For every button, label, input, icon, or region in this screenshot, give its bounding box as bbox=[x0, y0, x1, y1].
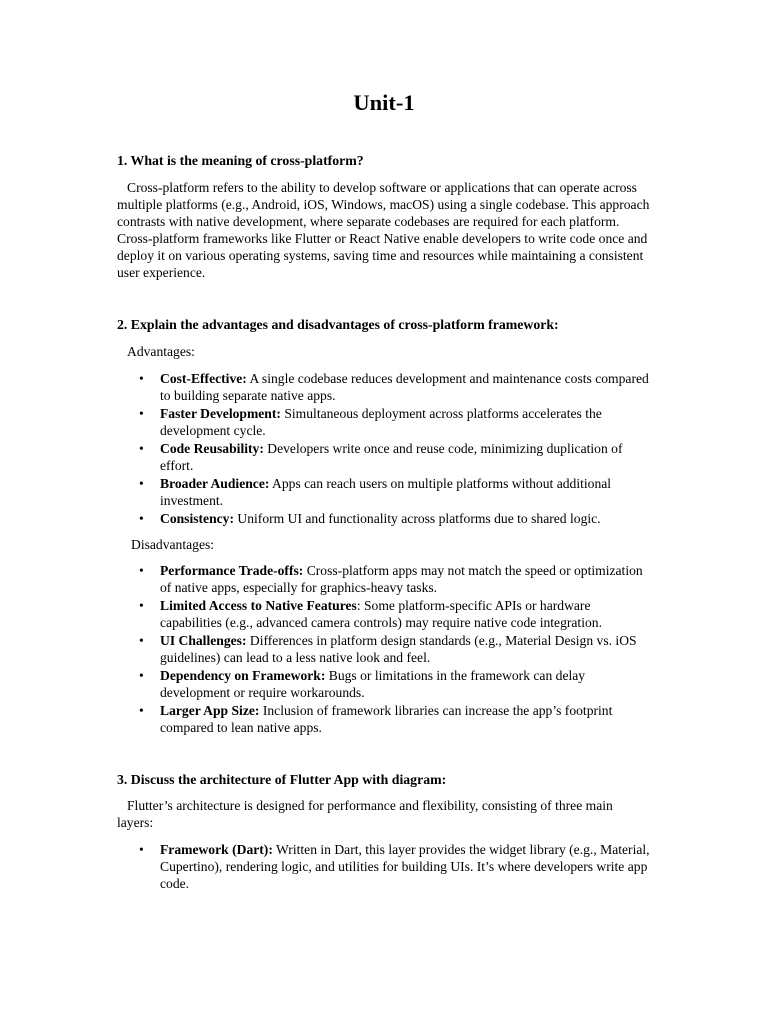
list-item bbox=[139, 562, 655, 596]
item-term: Code Reusability: bbox=[160, 441, 264, 456]
bullet-icon: • bbox=[139, 633, 144, 648]
item-text: : Some platform-specific APIs or hardware capabilities (e.g., advanced camera controls) may require native code integration. bbox=[160, 598, 602, 630]
item-text: Bugs or limitations in the framework can delay development or require workarounds. bbox=[160, 668, 586, 700]
item-term: Dependency on Framework: bbox=[160, 668, 326, 683]
item-term: Limited Access to Native Features bbox=[160, 598, 357, 613]
bullet-icon: • bbox=[139, 703, 144, 718]
q1-paragraph bbox=[117, 179, 652, 281]
list-item bbox=[139, 632, 655, 666]
q3-heading: 3. Discuss the architecture of Flutter App with diagram: bbox=[117, 772, 447, 787]
list-item bbox=[139, 667, 655, 701]
bullet-icon: • bbox=[139, 476, 144, 491]
bullet-icon: • bbox=[139, 371, 144, 386]
item-term: Larger App Size: bbox=[160, 703, 260, 718]
item-text: Uniform UI and functionality across platforms due to shared logic. bbox=[234, 511, 601, 526]
bullet-icon: • bbox=[139, 511, 144, 526]
advantages-list bbox=[139, 370, 655, 528]
architecture-list bbox=[139, 841, 655, 893]
item-term: Performance Trade-offs: bbox=[160, 563, 304, 578]
bullet-icon: • bbox=[139, 668, 144, 683]
q3-intro-paragraph bbox=[117, 797, 652, 831]
item-term: Cost-Effective: bbox=[160, 371, 247, 386]
item-term: Faster Development: bbox=[160, 406, 281, 421]
disadvantages-list bbox=[139, 562, 655, 737]
page-title: Unit-1 bbox=[353, 90, 415, 115]
item-term: UI Challenges: bbox=[160, 633, 247, 648]
bullet-icon: • bbox=[139, 563, 144, 578]
list-item bbox=[139, 370, 655, 404]
item-term: Framework (Dart): bbox=[160, 842, 273, 857]
item-text: Cross-platform apps may not match the speed or optimization of native apps, especially for graphics-heavy tasks. bbox=[160, 563, 643, 595]
bullet-icon: • bbox=[139, 441, 144, 456]
item-text: Simultaneous deployment across platforms accelerates the development cycle. bbox=[160, 406, 602, 438]
bullet-icon: • bbox=[139, 598, 144, 613]
bullet-icon: • bbox=[139, 842, 144, 857]
q1-heading: 1. What is the meaning of cross-platform? bbox=[117, 153, 364, 168]
item-text: Developers write once and reuse code, minimizing duplication of effort. bbox=[160, 441, 623, 473]
bullet-icon: • bbox=[139, 406, 144, 421]
item-text: Apps can reach users on multiple platforms without additional investment. bbox=[160, 476, 612, 508]
disadvantages-label: Disadvantages: bbox=[131, 537, 215, 552]
list-item bbox=[139, 702, 655, 736]
item-text: Written in Dart, this layer provides the widget library (e.g., Material, Cupertino), rendering logic, and utilities for building UIs. It’s where developers write app code. bbox=[160, 842, 650, 891]
item-text: Differences in platform design standards (e.g., Material Design vs. iOS guidelines) can lead to a less native look and feel. bbox=[160, 633, 637, 665]
q2-heading: 2. Explain the advantages and disadvantages of cross-platform framework: bbox=[117, 317, 559, 332]
list-item bbox=[139, 597, 655, 631]
list-item bbox=[139, 440, 655, 474]
list-item bbox=[139, 510, 655, 527]
item-term: Consistency: bbox=[160, 511, 235, 526]
list-item bbox=[139, 475, 655, 509]
q3-intro: Flutter’s architecture is designed for performance and flexibility, consisting of three main layers: bbox=[117, 798, 613, 830]
item-term: Broader Audience: bbox=[160, 476, 270, 491]
item-text: Inclusion of framework libraries can increase the app’s footprint compared to lean native apps. bbox=[160, 703, 613, 735]
q1-body: Cross-platform refers to the ability to develop software or applications that can operate across multiple platforms (e.g., Android, iOS, Windows, macOS) using a single codebase. This approach contrasts with native development, where separate codebases are required for each platform. Cross-platform frameworks like Flutter or React Native enable developers to write code once and deploy it on various operating systems, saving time and resources while maintaining a consistent user experience. bbox=[117, 180, 650, 280]
list-item bbox=[139, 841, 655, 892]
list-item bbox=[139, 405, 655, 439]
item-text: A single codebase reduces development and maintenance costs compared to building separate native apps. bbox=[160, 371, 649, 403]
advantages-label: Advantages: bbox=[127, 344, 195, 359]
